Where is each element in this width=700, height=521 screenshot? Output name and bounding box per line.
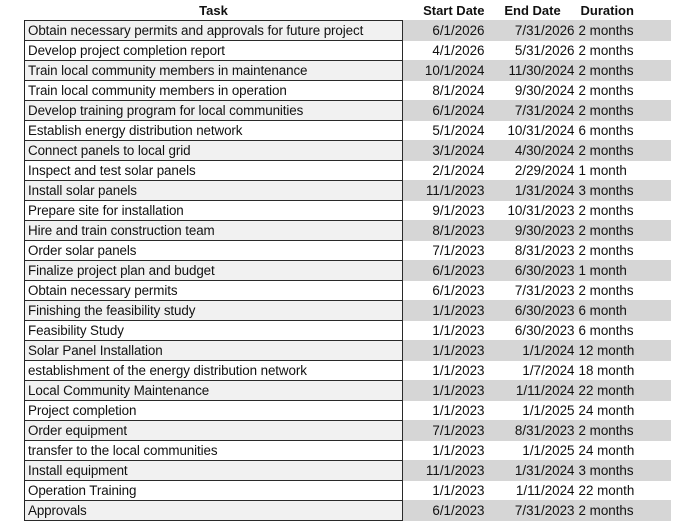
start-date-cell: 1/1/2023 bbox=[403, 441, 489, 461]
duration-cell: 2 months bbox=[577, 421, 671, 441]
start-date-cell: 3/1/2024 bbox=[403, 141, 489, 161]
duration-cell: 24 month bbox=[577, 401, 671, 421]
start-date-cell: 6/1/2024 bbox=[403, 101, 489, 121]
start-date-cell: 1/1/2023 bbox=[403, 301, 489, 321]
end-date-cell: 7/31/2026 bbox=[489, 21, 577, 41]
start-date-cell: 7/1/2023 bbox=[403, 241, 489, 261]
start-date-cell: 1/1/2023 bbox=[403, 361, 489, 381]
duration-cell: 2 months bbox=[577, 41, 671, 61]
header-duration: Duration bbox=[577, 0, 671, 21]
task-cell: Local Community Maintenance bbox=[25, 381, 403, 401]
start-date-cell: 1/1/2023 bbox=[403, 381, 489, 401]
start-date-cell: 5/1/2024 bbox=[403, 121, 489, 141]
end-date-cell: 2/29/2024 bbox=[489, 161, 577, 181]
duration-cell: 2 months bbox=[577, 21, 671, 41]
end-date-cell: 9/30/2024 bbox=[489, 81, 577, 101]
duration-cell: 22 month bbox=[577, 381, 671, 401]
start-date-cell: 1/1/2023 bbox=[403, 341, 489, 361]
table-row bbox=[25, 421, 671, 441]
table-row bbox=[25, 201, 671, 221]
duration-cell: 3 months bbox=[577, 181, 671, 201]
start-date-cell: 6/1/2023 bbox=[403, 501, 489, 521]
table-row bbox=[25, 41, 671, 61]
start-date-cell: 8/1/2024 bbox=[403, 81, 489, 101]
table-row bbox=[25, 481, 671, 501]
header-end-date: End Date bbox=[489, 0, 577, 21]
duration-cell: 2 months bbox=[577, 241, 671, 261]
task-schedule-table bbox=[24, 0, 671, 521]
end-date-cell: 5/31/2026 bbox=[489, 41, 577, 61]
task-cell: Develop training program for local communities bbox=[25, 101, 403, 121]
duration-cell: 2 months bbox=[577, 61, 671, 81]
duration-cell: 2 months bbox=[577, 501, 671, 521]
duration-cell: 12 month bbox=[577, 341, 671, 361]
end-date-cell: 4/30/2024 bbox=[489, 141, 577, 161]
header-start-date: Start Date bbox=[403, 0, 489, 21]
duration-cell: 6 month bbox=[577, 301, 671, 321]
end-date-cell: 8/31/2023 bbox=[489, 421, 577, 441]
table-row bbox=[25, 281, 671, 301]
duration-cell: 18 month bbox=[577, 361, 671, 381]
table-row bbox=[25, 21, 671, 41]
task-cell: Operation Training bbox=[25, 481, 403, 501]
duration-cell: 2 months bbox=[577, 281, 671, 301]
end-date-cell: 6/30/2023 bbox=[489, 301, 577, 321]
task-cell: Obtain necessary permits bbox=[25, 281, 403, 301]
end-date-cell: 1/11/2024 bbox=[489, 481, 577, 501]
duration-cell: 2 months bbox=[577, 101, 671, 121]
table-row bbox=[25, 301, 671, 321]
task-cell: Inspect and test solar panels bbox=[25, 161, 403, 181]
start-date-cell: 2/1/2024 bbox=[403, 161, 489, 181]
task-cell: Approvals bbox=[25, 501, 403, 521]
table-row bbox=[25, 181, 671, 201]
task-cell: Obtain necessary permits and approvals for future project bbox=[25, 21, 403, 41]
task-cell: transfer to the local communities bbox=[25, 441, 403, 461]
table-row bbox=[25, 381, 671, 401]
start-date-cell: 4/1/2026 bbox=[403, 41, 489, 61]
start-date-cell: 6/1/2026 bbox=[403, 21, 489, 41]
start-date-cell: 1/1/2023 bbox=[403, 321, 489, 341]
duration-cell: 2 months bbox=[577, 201, 671, 221]
table-row bbox=[25, 161, 671, 181]
start-date-cell: 7/1/2023 bbox=[403, 421, 489, 441]
header-task: Task bbox=[25, 0, 403, 21]
end-date-cell: 1/1/2024 bbox=[489, 341, 577, 361]
task-cell: Finalize project plan and budget bbox=[25, 261, 403, 281]
end-date-cell: 9/30/2023 bbox=[489, 221, 577, 241]
task-cell: Install solar panels bbox=[25, 181, 403, 201]
start-date-cell: 6/1/2023 bbox=[403, 281, 489, 301]
duration-cell: 6 months bbox=[577, 321, 671, 341]
task-cell: Solar Panel Installation bbox=[25, 341, 403, 361]
table-row bbox=[25, 141, 671, 161]
table-row bbox=[25, 341, 671, 361]
duration-cell: 3 months bbox=[577, 461, 671, 481]
end-date-cell: 1/7/2024 bbox=[489, 361, 577, 381]
end-date-cell: 6/30/2023 bbox=[489, 321, 577, 341]
table-row bbox=[25, 361, 671, 381]
table-body bbox=[25, 21, 671, 521]
duration-cell: 1 month bbox=[577, 261, 671, 281]
task-cell: Order solar panels bbox=[25, 241, 403, 261]
end-date-cell: 6/30/2023 bbox=[489, 261, 577, 281]
duration-cell: 2 months bbox=[577, 221, 671, 241]
table-row bbox=[25, 61, 671, 81]
end-date-cell: 7/31/2023 bbox=[489, 501, 577, 521]
duration-cell: 1 month bbox=[577, 161, 671, 181]
start-date-cell: 9/1/2023 bbox=[403, 201, 489, 221]
table-row bbox=[25, 461, 671, 481]
duration-cell: 22 month bbox=[577, 481, 671, 501]
start-date-cell: 6/1/2023 bbox=[403, 261, 489, 281]
table-row bbox=[25, 121, 671, 141]
table-row bbox=[25, 441, 671, 461]
table-header bbox=[25, 0, 671, 21]
task-cell: Train local community members in maintenance bbox=[25, 61, 403, 81]
table-row bbox=[25, 321, 671, 341]
duration-cell: 6 months bbox=[577, 121, 671, 141]
start-date-cell: 1/1/2023 bbox=[403, 401, 489, 421]
end-date-cell: 10/31/2024 bbox=[489, 121, 577, 141]
start-date-cell: 8/1/2023 bbox=[403, 221, 489, 241]
duration-cell: 24 month bbox=[577, 441, 671, 461]
end-date-cell: 1/11/2024 bbox=[489, 381, 577, 401]
end-date-cell: 1/31/2024 bbox=[489, 181, 577, 201]
duration-cell: 2 months bbox=[577, 141, 671, 161]
table-row bbox=[25, 101, 671, 121]
end-date-cell: 8/31/2023 bbox=[489, 241, 577, 261]
header-row bbox=[25, 0, 671, 21]
end-date-cell: 1/31/2024 bbox=[489, 461, 577, 481]
task-cell: Prepare site for installation bbox=[25, 201, 403, 221]
end-date-cell: 1/1/2025 bbox=[489, 401, 577, 421]
end-date-cell: 7/31/2024 bbox=[489, 101, 577, 121]
duration-cell: 2 months bbox=[577, 81, 671, 101]
table-row bbox=[25, 221, 671, 241]
start-date-cell: 10/1/2024 bbox=[403, 61, 489, 81]
task-cell: Establish energy distribution network bbox=[25, 121, 403, 141]
task-cell: Connect panels to local grid bbox=[25, 141, 403, 161]
task-cell: Develop project completion report bbox=[25, 41, 403, 61]
task-cell: Project completion bbox=[25, 401, 403, 421]
table-row bbox=[25, 401, 671, 421]
table-row bbox=[25, 241, 671, 261]
table-row bbox=[25, 261, 671, 281]
start-date-cell: 11/1/2023 bbox=[403, 181, 489, 201]
task-cell: Order equipment bbox=[25, 421, 403, 441]
task-cell: Finishing the feasibility study bbox=[25, 301, 403, 321]
start-date-cell: 11/1/2023 bbox=[403, 461, 489, 481]
end-date-cell: 11/30/2024 bbox=[489, 61, 577, 81]
task-cell: Feasibility Study bbox=[25, 321, 403, 341]
task-cell: Install equipment bbox=[25, 461, 403, 481]
task-cell: establishment of the energy distribution network bbox=[25, 361, 403, 381]
task-cell: Hire and train construction team bbox=[25, 221, 403, 241]
end-date-cell: 1/1/2025 bbox=[489, 441, 577, 461]
end-date-cell: 10/31/2023 bbox=[489, 201, 577, 221]
table-row bbox=[25, 81, 671, 101]
end-date-cell: 7/31/2023 bbox=[489, 281, 577, 301]
task-schedule-sheet bbox=[24, 0, 670, 521]
task-cell: Train local community members in operation bbox=[25, 81, 403, 101]
start-date-cell: 1/1/2023 bbox=[403, 481, 489, 501]
